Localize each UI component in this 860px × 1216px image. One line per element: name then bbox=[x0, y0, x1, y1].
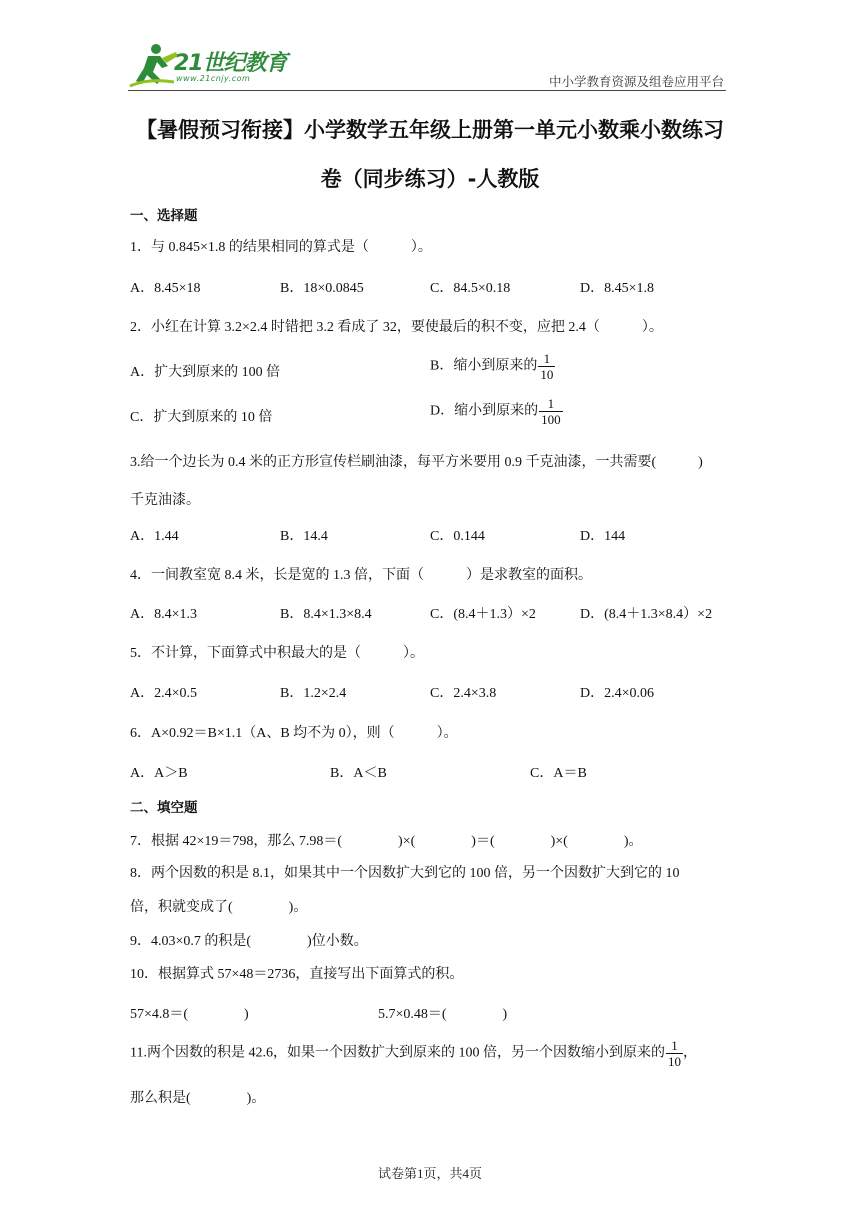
question-3-option-d[interactable]: D．144 bbox=[580, 529, 626, 544]
question-8-stem-line1: 8．两个因数的积是 8.1，如果其中一个因数扩大到它的 100 倍，另一个因数扩大到它的 10 bbox=[130, 866, 680, 881]
question-6-option-b[interactable]: B．A＜B bbox=[330, 766, 387, 781]
logo bbox=[128, 42, 298, 88]
question-8-stem-line2: 倍，积就变成了( )。 bbox=[130, 900, 308, 915]
fraction-denominator: 100 bbox=[541, 412, 561, 427]
question-5-option-c[interactable]: C．2.4×3.8 bbox=[430, 686, 497, 701]
question-10-right-expression: 5.7×0.48＝( ) bbox=[378, 1007, 508, 1022]
fraction-numerator: 1 bbox=[538, 351, 555, 367]
question-1-stem: 1．与 0.845×1.8 的结果相同的算式是（ ）。 bbox=[130, 240, 432, 255]
question-2-stem: 2．小红在计算 3.2×2.4 时错把 3.2 看成了 32，要使最后的积不变，应把 2.4（ ）。 bbox=[130, 320, 663, 335]
section-fill-heading: 二、填空题 bbox=[130, 800, 198, 816]
fraction-numerator: 1 bbox=[666, 1038, 683, 1054]
exam-title-line2: 卷（同步练习）-人教版 bbox=[320, 167, 540, 191]
question-3-stem-line1: 3.给一个边长为 0.4 米的正方形宣传栏刷油漆，每平方米要用 0.9 千克油漆，一共需要( ) bbox=[130, 455, 703, 470]
question-2-option-c[interactable]: C．扩大到原来的 10 倍 bbox=[130, 410, 273, 425]
platform-name: 中小学教育资源及组卷应用平台 bbox=[548, 75, 724, 89]
question-4-option-d[interactable]: D．(8.4＋1.3×8.4）×2 bbox=[580, 607, 713, 622]
fraction-denominator: 10 bbox=[540, 367, 554, 382]
question-5-option-d[interactable]: D．2.4×0.06 bbox=[580, 686, 655, 701]
question-4-stem: 4．一间教室宽 8.4 米，长是宽的 1.3 倍，下面（ ）是求教室的面积。 bbox=[130, 568, 592, 583]
question-10-stem: 10．根据算式 57×48＝2736，直接写出下面算式的积。 bbox=[130, 967, 464, 982]
question-5-option-b[interactable]: B．1.2×2.4 bbox=[280, 686, 347, 701]
question-10-left-expression: 57×4.8＝( ) bbox=[130, 1007, 249, 1022]
question-3-option-b[interactable]: B．14.4 bbox=[280, 529, 328, 544]
question-9-stem: 9．4.03×0.7 的积是( )位小数。 bbox=[130, 934, 368, 949]
runner-logo-icon bbox=[128, 42, 180, 88]
question-5-stem: 5．不计算，下面算式中积最大的是（ ）。 bbox=[130, 646, 424, 661]
question-4-option-a[interactable]: A．8.4×1.3 bbox=[130, 607, 198, 622]
page-header bbox=[128, 42, 726, 91]
question-3-option-a[interactable]: A．1.44 bbox=[130, 529, 179, 544]
question-1-option-c[interactable]: C．84.5×0.18 bbox=[430, 281, 511, 296]
question-6-option-a[interactable]: A．A＞B bbox=[130, 766, 188, 781]
fraction bbox=[538, 351, 555, 382]
question-2-option-b[interactable] bbox=[430, 351, 555, 382]
question-1-option-a[interactable]: A．8.45×18 bbox=[130, 281, 201, 296]
question-3-option-c[interactable]: C．0.144 bbox=[430, 529, 485, 544]
question-1-option-d[interactable]: D．8.45×1.8 bbox=[580, 281, 655, 296]
question-6-stem: 6．A×0.92＝B×1.1（A、B 均不为 0），则（ ）。 bbox=[130, 726, 458, 741]
page-footer: 试卷第1页，共4页 bbox=[377, 1166, 482, 1181]
question-11-stem-line1 bbox=[130, 1038, 697, 1069]
question-11-text: 11.两个因数的积是 42.6，如果一个因数扩大到原来的 100 倍，另一个因数缩小到原来的 bbox=[130, 1045, 665, 1061]
fraction bbox=[539, 396, 563, 427]
fraction-denominator: 10 bbox=[667, 1054, 681, 1069]
question-1-option-b[interactable]: B．18×0.0845 bbox=[280, 281, 364, 296]
question-4-option-b[interactable]: B．8.4×1.3×8.4 bbox=[280, 607, 372, 622]
question-5-option-a[interactable]: A．2.4×0.5 bbox=[130, 686, 198, 701]
question-11-comma: ， bbox=[682, 1045, 697, 1061]
question-2-option-d[interactable] bbox=[430, 396, 563, 427]
fraction bbox=[666, 1038, 683, 1069]
logo-url: www.21cnjy.com bbox=[176, 74, 251, 83]
question-4-option-c[interactable]: C．(8.4＋1.3）×2 bbox=[430, 607, 536, 622]
logo-text: 21世纪教育 bbox=[174, 51, 287, 76]
question-2-option-a[interactable]: A．扩大到原来的 100 倍 bbox=[130, 365, 281, 380]
question-2-option-d-prefix: D．缩小到原来的 bbox=[430, 403, 539, 419]
question-3-stem-line2: 千克油漆。 bbox=[130, 493, 200, 508]
question-11-stem-line2: 那么积是( )。 bbox=[130, 1091, 266, 1106]
question-7-stem: 7．根据 42×19＝798，那么 7.98＝( )×( )＝( )×( )。 bbox=[130, 834, 643, 849]
question-6-option-c[interactable]: C．A＝B bbox=[530, 766, 587, 781]
fraction-numerator: 1 bbox=[539, 396, 563, 412]
exam-title-line1: 【暑假预习衔接】小学数学五年级上册第一单元小数乘小数练习 bbox=[136, 118, 724, 142]
section-choice-heading: 一、选择题 bbox=[130, 208, 198, 224]
question-2-option-b-prefix: B．缩小到原来的 bbox=[430, 358, 538, 374]
